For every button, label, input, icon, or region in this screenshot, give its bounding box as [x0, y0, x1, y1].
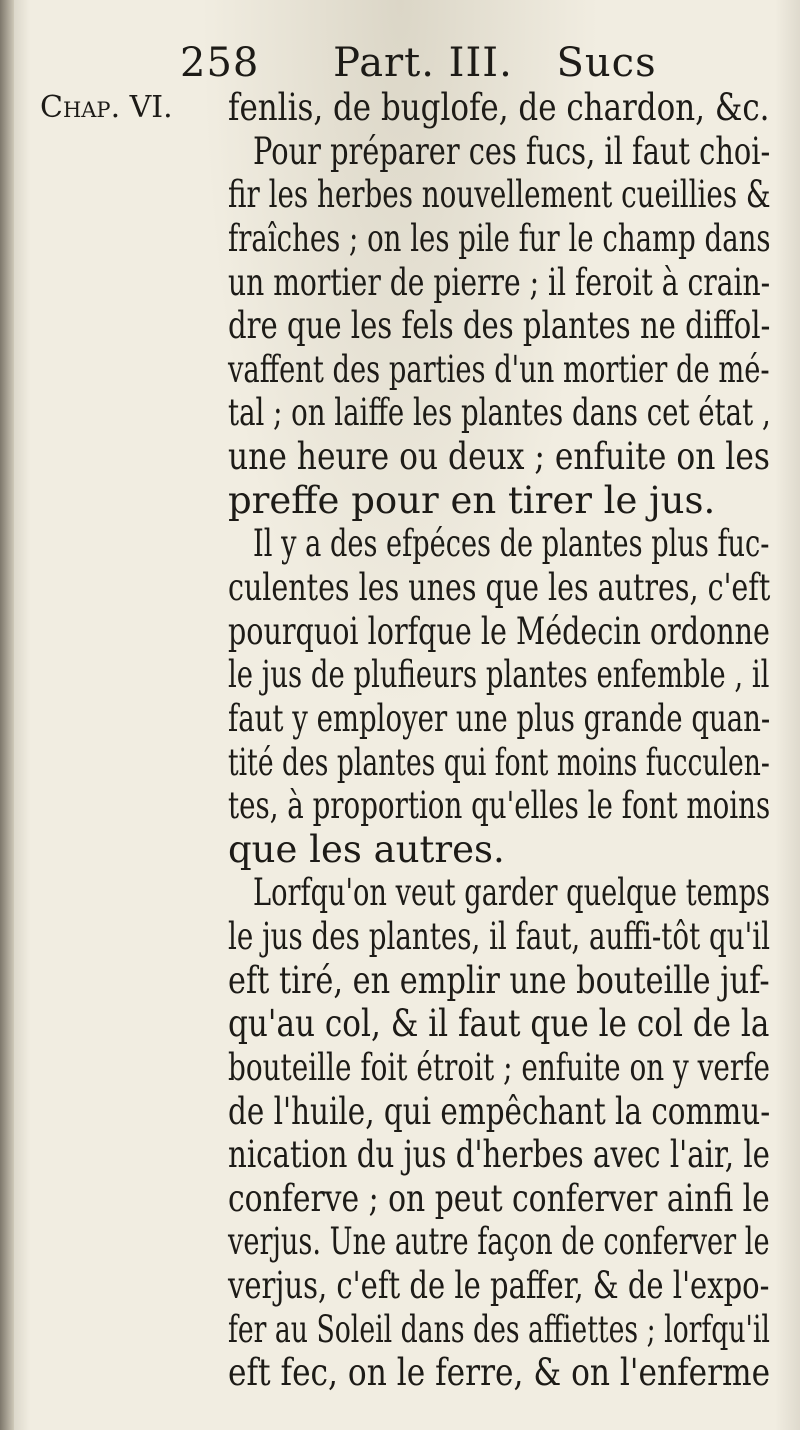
text-line: verjus. Une autre façon de conferver le	[228, 1220, 770, 1264]
text-line: faut y employer une plus grande quan-	[228, 696, 771, 740]
section-title: Sucs	[556, 40, 657, 86]
text-line: eft tiré, en emplir une bouteille juf-	[228, 958, 770, 1002]
text-line: nication du jus d'herbes avec l'air, le	[228, 1133, 770, 1177]
text-line: pourquoi lorfque le Médecin ordonne	[228, 609, 770, 653]
text-line: fraîches ; on les pile fur le champ dans	[228, 216, 771, 260]
text-line: de l'huile, qui empêchant la commu-	[228, 1089, 771, 1133]
text-line: dre que les fels des plantes ne diffol-	[228, 304, 771, 348]
text-line: Lorfqu'on veut garder quelque temps	[253, 871, 771, 915]
text-line: tes, à proportion qu'elles le font moins	[228, 784, 771, 828]
text-line: tité des plantes qui font moins fucculen-	[228, 740, 770, 784]
text-line: vaffent des parties d'un mortier de mé-	[228, 347, 770, 391]
text-line: que les autres.	[228, 827, 505, 871]
page-gutter	[0, 0, 14, 1430]
text-line: culentes les unes que les autres, c'eft	[228, 565, 771, 609]
text-line: fenlis, de buglofe, de chardon, &c.	[228, 86, 770, 129]
text-line: verjus, c'eft de le paffer, & de l'expo-	[228, 1264, 770, 1308]
text-line: eft fec, on le ferre, & on l'enferme	[228, 1351, 771, 1395]
text-line: fer au Soleil dans des affiettes ; lorfqu'il	[228, 1307, 770, 1351]
text-line: bouteille foit étroit ; enfuite on y verfe	[228, 1045, 771, 1089]
text-line: conferve ; on peut conferver ainfi le	[228, 1176, 770, 1220]
text-line: Pour préparer ces fucs, il faut choi-	[253, 129, 771, 173]
text-line: tal ; on laiffe les plantes dans cet état ,	[228, 391, 771, 435]
text-line: une heure ou deux ; enfuite on les	[228, 435, 770, 479]
text-line: preffe pour en tirer le jus.	[228, 478, 716, 522]
text-line: un mortier de pierre ; il feroit à crain-	[228, 260, 771, 304]
text-line: qu'au col, & il faut que le col de la	[228, 1002, 770, 1046]
page-number: 258	[180, 40, 260, 86]
chapter-margin-note: Chap. VI.	[40, 90, 173, 125]
text-line: le jus des plantes, il faut, auffi-tôt qu'il	[228, 915, 770, 959]
text-line: Il y a des efpéces de plantes plus fuc-	[253, 522, 770, 566]
text-line: fir les herbes nouvellement cueillies &	[228, 173, 771, 217]
running-header	[180, 40, 657, 86]
part-title: Part. III.	[333, 40, 513, 86]
text-line: le jus de plufieurs plantes enfemble , il	[228, 653, 770, 697]
